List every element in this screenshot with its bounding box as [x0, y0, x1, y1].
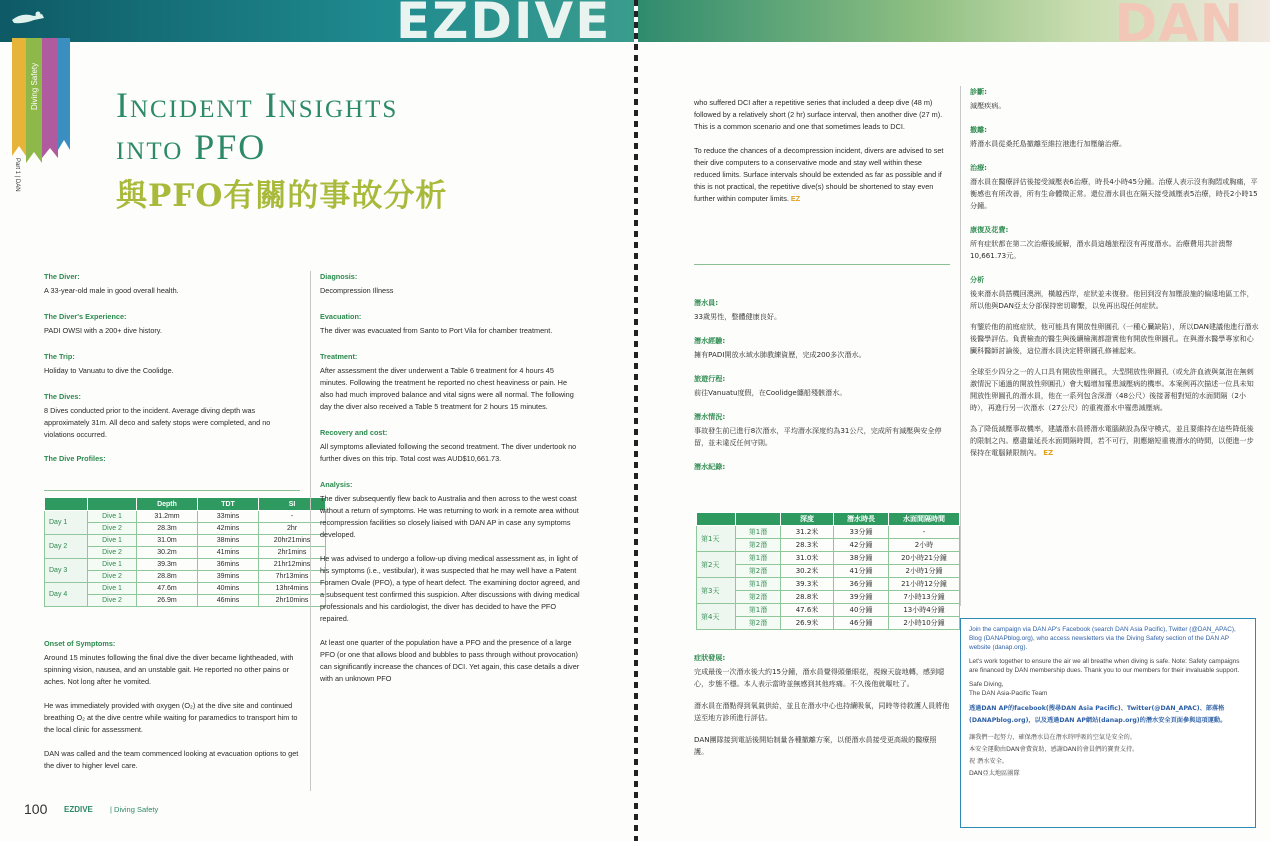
table-cell: 2hr1mins	[259, 547, 326, 559]
dive-profile-table-zh-wrap	[696, 512, 960, 630]
table-cell: 7小時13分鐘	[889, 591, 960, 604]
dive-profile-table-wrap	[44, 497, 326, 607]
table-cell-day: Day 3	[45, 559, 88, 583]
text-experience: PADI OWSI with a 200+ dive history.	[44, 326, 162, 335]
table-cell: 39.3m	[137, 559, 198, 571]
text-experience-zh: 擁有PADI開放水域水肺教練資歷，完成200多次潛水。	[694, 350, 866, 359]
header-banner	[0, 0, 634, 50]
campaign-sign-1: Safe Diving,	[969, 681, 1004, 688]
table-cell: 30.2m	[137, 547, 198, 559]
heading-recovery-zh: 康復及花費:	[970, 225, 1009, 234]
table-cell: 42分鐘	[834, 539, 889, 552]
table-row	[45, 535, 326, 547]
text-treatment: After assessment the diver underwent a Table 6 treatment for 4 hours 45 minutes. Following the treatment he reported no chest heaviness or pain. He also had much improved balance and vital signs were all normal. The following day the diver also received a Table 5 treatment for 2 hours 15 minutes.	[320, 366, 574, 411]
table-cell: 31.0米	[781, 552, 834, 565]
table-cell: 33分鐘	[834, 526, 889, 539]
title-line-1: Incident Insights	[116, 85, 399, 125]
table-cell: 42mins	[198, 523, 259, 535]
table-cell: 26.9米	[781, 617, 834, 630]
text-onset-3-zh: DAN團隊接到電話後開始制量各種撤離方案，以便潛水員接受更高級的醫療照護。	[694, 735, 937, 756]
table-cell: 2小時10分鐘	[889, 617, 960, 630]
campaign-text-1: Join the campaign via DAN AP's Facebook (search DAN Asia Pacific), Twitter (@DAN_APAC), Blog (DANAPblog.org), who access newsletters via the Diving Safety section of the DAN AP website (danap.org).	[969, 626, 1236, 651]
diver-icon	[8, 8, 48, 28]
campaign-sign-2: The DAN Asia-Pacific Team	[969, 690, 1048, 697]
table-cell: 2小時1分鐘	[889, 565, 960, 578]
table-row	[45, 571, 326, 583]
left-column-1	[44, 271, 302, 467]
text-diver: A 33-year-old male in good overall health.	[44, 286, 179, 295]
text-continued-1: who suffered DCI after a repetitive series that included a deep dive (48 m) followed by a relatively short (2 hr) surface interval, then another dive (27 m). This is a common scenario and one that sometimes leads to DCI.	[694, 98, 943, 131]
table-row	[697, 526, 960, 539]
folio-section: | Diving Safety	[110, 805, 159, 814]
heading-evacuation: Evacuation:	[320, 312, 362, 321]
heading-analysis-zh: 分析	[970, 275, 985, 284]
dan-logo: DAN	[1114, 0, 1244, 54]
text-onset-2-zh: 潛水員在潛點得到氧氣供給，並且在潛水中心也持續吸氧，同時等待救護人員將他送至地方診所進行評估。	[694, 701, 950, 722]
table-row	[697, 539, 960, 552]
table-cell: 28.8m	[137, 571, 198, 583]
table-header	[697, 513, 736, 526]
divider	[44, 490, 300, 491]
column-divider	[310, 271, 311, 791]
text-onset-1-zh: 完成最後一次潛水後大約15分鐘，潛水員覺得頭暈眼花，視線天旋地轉，感到噁心，步態不穩。本人表示當時並無感到其他疼痛。不久後他就嘔吐了。	[694, 667, 945, 688]
table-cell: Dive 1	[88, 559, 137, 571]
table-cell: 31.0m	[137, 535, 198, 547]
heading-analysis: Analysis:	[320, 480, 353, 489]
text-analysis-2: He was advised to undergo a follow-up diving medical assessment as, in light of his symptoms (i.e., vestibular), it was suspected that he may well have a Patent Foramen Ovale (PFO), a type of heart defect. The examining doctor agreed, and a subsequent test confirmed this suspicion. After discussions with diving medical professionals and his cardiologist, the diver has decided to have the PFO repaired.	[320, 554, 580, 623]
table-cell: 2hr10mins	[259, 595, 326, 607]
heading-experience-zh: 潛水經驗:	[694, 336, 726, 345]
column-divider	[960, 86, 961, 606]
table-cell: 31.2米	[781, 526, 834, 539]
table-cell: 47.6m	[137, 583, 198, 595]
table-cell: 38mins	[198, 535, 259, 547]
left-page	[0, 0, 634, 841]
text-analysis-1-zh: 後來潛水員搭機回澳洲，橫越西岸，症狀並未復發。他回到沒有加壓設施的偏遠地區工作，所以他與DAN亞太分部保持密切聯繫，以免再出現任何症狀。	[970, 289, 1254, 310]
table-cell: Dive 2	[88, 523, 137, 535]
left-column-2	[320, 271, 582, 694]
table-cell: 21hr12mins	[259, 559, 326, 571]
table-header: 水面間隔時間	[889, 513, 960, 526]
text-evacuation: The diver was evacuated from Santo to Port Vila for chamber treatment.	[320, 326, 553, 335]
ezdive-logo: EZDIVE	[396, 0, 612, 50]
campaign-text-zh-3: 本安全運動由DAN會費資助，感謝DAN的會員們的寶貴支持。	[969, 746, 1139, 753]
table-cell: 28.8米	[781, 591, 834, 604]
folio-magazine: EZDIVE	[64, 805, 93, 814]
table-cell: 20小時21分鐘	[889, 552, 960, 565]
table-cell: 41分鐘	[834, 565, 889, 578]
table-cell: 第2潛	[736, 565, 781, 578]
campaign-text-zh-2: 讓我們一起努力，確保潛水員在潛水時呼吸的空氣是安全的。	[969, 734, 1137, 741]
table-cell: 40mins	[198, 583, 259, 595]
table-header: Depth	[137, 498, 198, 511]
table-cell: Dive 2	[88, 595, 137, 607]
end-mark: EZ	[790, 194, 801, 203]
heading-recovery: Recovery and cost:	[320, 428, 388, 437]
table-cell: 39.3米	[781, 578, 834, 591]
text-dives: 8 Dives conducted prior to the incident. Average diving depth was approximately 31m. All deco and safety stops were completed, and no violations occurred.	[44, 406, 271, 439]
heading-dives: The Dives:	[44, 392, 81, 401]
table-cell-day: 第1天	[697, 526, 736, 552]
table-cell: 2小時	[889, 539, 960, 552]
heading-dives-zh: 潛水情況:	[694, 412, 726, 421]
table-cell: -	[889, 526, 960, 539]
dive-profile-table	[44, 497, 326, 607]
table-cell: Dive 1	[88, 535, 137, 547]
table-cell-day: 第3天	[697, 578, 736, 604]
text-analysis-4-zh: 為了降低減壓事故機率，建議潛水員將潛水電腦錶設為保守模式，並且要維持在這些降低後的限制之內。應盡量延長水面間隔時間，若不可行，則應縮短重複潛水的時間，以便進一步保持在電腦錶限制內。 EZ	[970, 424, 1254, 457]
table-cell: 第2潛	[736, 617, 781, 630]
heading-diagnosis-zh: 診斷:	[970, 87, 988, 96]
divider	[694, 264, 950, 265]
text-trip: Holiday to Vanuatu to dive the Coolidge.	[44, 366, 174, 375]
table-cell: 36分鐘	[834, 578, 889, 591]
table-row	[697, 565, 960, 578]
right-column-1-chinese	[694, 297, 950, 475]
text-recovery: All symptoms alleviated following the second treatment. The diver undertook no further dives on this trip. Total cost was AUD$10,661.73.	[320, 442, 577, 463]
title-line-2: into PFO	[116, 127, 267, 167]
text-analysis-3: At least one quarter of the population have a PFO and the presence of a large PFO (or one that allows blood and bubbles to pass through without provocation) can significantly increase the chances of DCI. Yet again, this case details a diver with an unknown PFO	[320, 638, 580, 683]
text-diagnosis: Decompression Illness	[320, 286, 394, 295]
table-cell: 41mins	[198, 547, 259, 559]
table-row	[45, 583, 326, 595]
section-tag: Diving Safety	[30, 62, 39, 110]
table-cell: 39分鐘	[834, 591, 889, 604]
table-cell: 第2潛	[736, 591, 781, 604]
table-cell-day: 第4天	[697, 604, 736, 630]
table-header	[45, 498, 88, 511]
heading-diagnosis: Diagnosis:	[320, 272, 358, 281]
right-column-2-chinese	[970, 86, 1260, 468]
table-cell: 21小時12分鐘	[889, 578, 960, 591]
heading-onset-zh: 症狀發展:	[694, 653, 726, 662]
table-cell: 46分鐘	[834, 617, 889, 630]
heading-treatment-zh: 治療:	[970, 163, 988, 172]
table-cell: 第1潛	[736, 526, 781, 539]
table-cell: 33mins	[198, 511, 259, 523]
table-header: SI	[259, 498, 326, 511]
table-cell: Dive 2	[88, 571, 137, 583]
table-row	[697, 578, 960, 591]
text-recovery-zh: 所有症狀都在第二次治療後緩解，潛水員這趟旅程沒有再度潛水。治療費用共計澳幣10,661.73元。	[970, 239, 1233, 260]
table-header: 深度	[781, 513, 834, 526]
table-row	[697, 591, 960, 604]
left-column-1-lower	[44, 638, 302, 781]
text-onset-2: He was immediately provided with oxygen (O₂) at the dive site and continued breathing O₂ at the dive centre while waiting for paramedics to transport him to the local clinic for assessment.	[44, 701, 298, 734]
right-page	[638, 0, 1270, 841]
table-cell-day: Day 1	[45, 511, 88, 535]
dive-profile-table-zh	[696, 512, 960, 630]
table-cell: 第1潛	[736, 552, 781, 565]
header-banner	[638, 0, 1270, 54]
table-cell: 40分鐘	[834, 604, 889, 617]
ribbon-decoration	[10, 38, 72, 168]
table-cell: 26.9m	[137, 595, 198, 607]
table-cell: 7hr13mins	[259, 571, 326, 583]
text-continued-2: To reduce the chances of a decompression incident, divers are advised to set their dive computers to a conservative mode and stay well within these reduced limits. Surface intervals should be extended as far as possible and if this is not practical, the repetitive dive(s) should be shortened to stay even further within computer limits. EZ	[694, 146, 944, 203]
campaign-box	[960, 618, 1256, 828]
campaign-text-zh-5: DAN亞太地區團隊	[969, 770, 1020, 777]
heading-diver: The Diver:	[44, 272, 80, 281]
table-cell: 28.3米	[781, 539, 834, 552]
table-row	[45, 595, 326, 607]
table-row	[697, 552, 960, 565]
table-cell: 2hr	[259, 523, 326, 535]
table-row	[697, 604, 960, 617]
table-cell: 47.6米	[781, 604, 834, 617]
table-cell: Dive 1	[88, 511, 137, 523]
text-analysis-2-zh: 有鑒於他的前庭症狀，他可能具有開放性卵圓孔（一種心臟缺陷），所以DAN建議他進行潛水後醫學評估。負責檢查的醫生與後續檢測都證實他有開放性卵圓孔。在與潛水醫學專家和心臟科醫師討論後，這位潛水員決定將卵圓孔修補起來。	[970, 322, 1259, 355]
right-column-1	[694, 97, 948, 214]
text-onset-1: Around 15 minutes following the final dive the diver became lightheaded, with spinning vision, nausea, and an unstable gait. He reported no other pains or aches. Not long after he vomited.	[44, 653, 294, 686]
table-row	[697, 617, 960, 630]
text-analysis-1: The diver subsequently flew back to Australia and then across to the west coast without a return of symptoms. He was returning to work in a remote area without recompression facilities so closely liaised with DAN AP in case any symptoms developed.	[320, 494, 579, 539]
table-cell: 38分鐘	[834, 552, 889, 565]
text-treatment-zh: 潛水員在醫療評估後接受減壓表6治療，時長4小時45分鐘。治療人表示沒有胸悶或胸痛，平衡感也有所改善，所有生命體徵正常。還位潛水員也在隔天接受減壓表5治療，時長2小時15分鐘。	[970, 177, 1258, 210]
text-onset-3: DAN was called and the team commenced looking at evacuation options to get the diver to higher level care.	[44, 749, 299, 770]
side-mark: Part 1 | DAN	[14, 158, 20, 192]
table-cell: 36mins	[198, 559, 259, 571]
table-cell: Dive 2	[88, 547, 137, 559]
text-trip-zh: 前往Vanuatu度假，在Coolidge纏船殘骸潛水。	[694, 388, 847, 397]
table-cell-day: Day 2	[45, 535, 88, 559]
table-header: 潛水時長	[834, 513, 889, 526]
table-cell: 31.2mm	[137, 511, 198, 523]
table-header	[88, 498, 137, 511]
table-header: TDT	[198, 498, 259, 511]
campaign-text-2: Let's work together to ensure the air we all breathe when diving is safe. Note: Safety campaigns are financed by DAN membership dues. Thank you to our members for their invaluable support.	[969, 658, 1240, 674]
heading-experience: The Diver's Experience:	[44, 312, 127, 321]
table-cell: 第1潛	[736, 604, 781, 617]
table-cell: 30.2米	[781, 565, 834, 578]
heading-trip-zh: 旅遊行程:	[694, 374, 726, 383]
text-diver-zh: 33歲男性，整體健康良好。	[694, 312, 782, 321]
text-dives-zh: 事故發生前已進行8次潛水，平均潛水深度約為31公尺，完成所有減壓與安全停留，並未違反任何守則。	[694, 426, 942, 447]
table-cell-day: Day 4	[45, 583, 88, 607]
table-cell: 28.3m	[137, 523, 198, 535]
table-cell: -	[259, 511, 326, 523]
title-chinese: 與PFO有關的事故分析	[116, 178, 448, 214]
end-mark: EZ	[1043, 448, 1054, 457]
table-cell: 46mins	[198, 595, 259, 607]
title-english	[116, 84, 398, 168]
table-cell: 第2潛	[736, 539, 781, 552]
campaign-text-zh-4: 祝 潛水安全。	[969, 758, 1009, 765]
heading-evacuation-zh: 撤離:	[970, 125, 988, 134]
table-cell: 39mins	[198, 571, 259, 583]
text-evacuation-zh: 將潛水員從桑托島撤離至維拉港進行加壓艙治療。	[970, 139, 1127, 148]
table-cell: 13hr4mins	[259, 583, 326, 595]
table-cell: 13小時4分鐘	[889, 604, 960, 617]
table-header	[736, 513, 781, 526]
table-row	[45, 547, 326, 559]
heading-diver-zh: 潛水員:	[694, 298, 719, 307]
table-cell-day: 第2天	[697, 552, 736, 578]
page-number: 100	[24, 801, 48, 817]
heading-profiles-zh: 潛水紀錄:	[694, 462, 726, 471]
heading-treatment: Treatment:	[320, 352, 358, 361]
text-analysis-3-zh: 全球至少四分之一的人口具有開放性卵圓孔，大型開放性卵圓孔（或允許血液與氣泡在無刺激情況下通過的開放性卵圓孔）會大幅增加罹患減壓病的機率。本案例再次描述一位具未知開放性卵圓孔的潛水員，他在一系列包含深潛（48公尺）後接著相對短的水面間隔（2小時），再進行另一次潛水（27公尺）的重複潛水中罹患減壓病。	[970, 367, 1254, 412]
campaign-text-zh-1: 透過DAN AP的facebook(搜尋DAN Asia Pacific)、Twitter(@DAN_APAC)、部落格(DANAPblog.org)，以及透過DAN AP網站(danap.org)的潛水安全頁面參與這項運動。	[969, 705, 1227, 724]
right-column-1-chinese-lower	[694, 652, 950, 767]
table-row	[45, 511, 326, 523]
table-row	[45, 523, 326, 535]
table-cell: Dive 1	[88, 583, 137, 595]
table-cell: 20hr21mins	[259, 535, 326, 547]
table-row	[45, 559, 326, 571]
text-diagnosis-zh: 減壓疾病。	[970, 101, 1006, 110]
heading-onset: Onset of Symptoms:	[44, 639, 116, 648]
heading-profiles: The Dive Profiles:	[44, 454, 106, 463]
heading-trip: The Trip:	[44, 352, 75, 361]
table-cell: 第1潛	[736, 578, 781, 591]
